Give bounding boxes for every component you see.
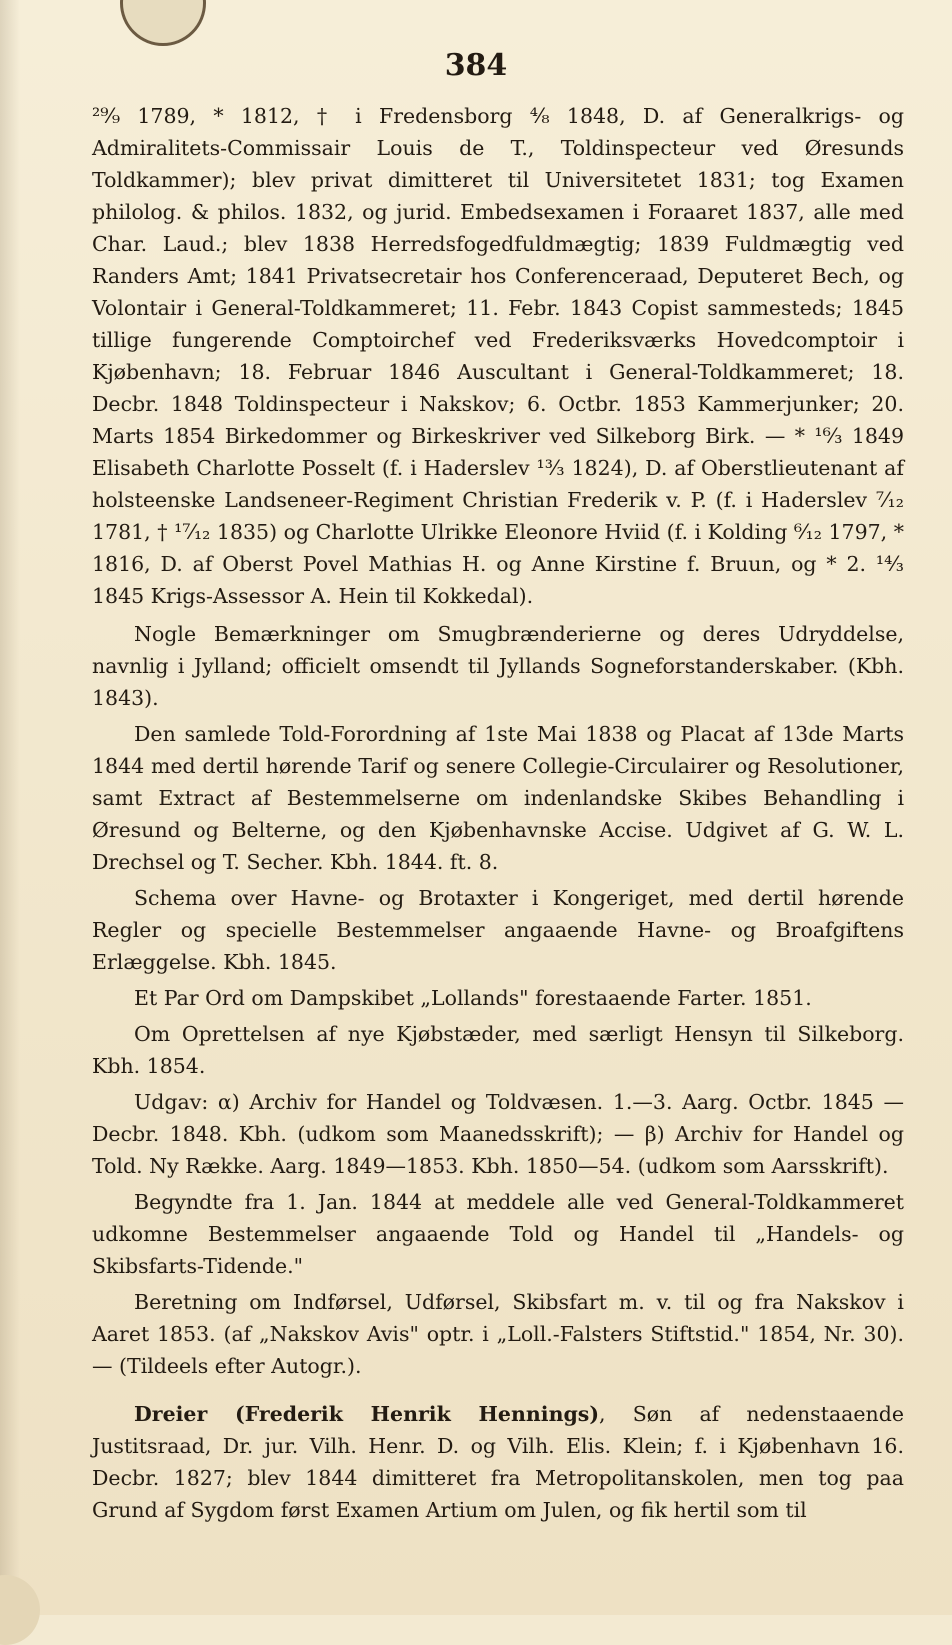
corner-stain — [120, 0, 206, 46]
entry-continuation — [92, 100, 904, 1382]
publication-item: Beretning om Indførsel, Udførsel, Skibsfart m. v. til og fra Nakskov i Aaret 1853. (af „Nakskov Avis" optr. i „Loll.-Falsters Stiftstid." 1854, Nr. 30). — (Tildeels efter Autogr.). — [92, 1290, 904, 1378]
publication-item: Om Oprettelsen af nye Kjøbstæder, med særligt Hensyn til Silkeborg. Kbh. 1854. — [92, 1022, 904, 1078]
publication-item: Udgav: α) Archiv for Handel og Toldvæsen. 1.—3. Aarg. Octbr. 1845 —Decbr. 1848. Kbh. (udkom som Maanedsskrift); — β) Archiv for Handel og Told. Ny Række. Aarg. 1849—1853. Kbh. 1850—54. (udkom som Aarsskrift). — [92, 1090, 904, 1178]
biography-entry — [92, 1398, 904, 1526]
publication-item: Nogle Bemærkninger om Smugbrænderierne og deres Udryddelse, navnlig i Jylland; officielt omsendt til Jyllands Sogneforstanderskaber. (Kbh. 1843). — [92, 622, 904, 710]
entry-text: ²⁹⁄₉ 1789, * 1812, † i Fredensborg ⁴⁄₈ 1848, D. af Generalkrigs- og Admiralitets-Commissair Louis de T., Toldinspecteur ved Øresunds Toldkammer); blev privat dimitteret til Universitetet 1831; tog Examen philolog. & philos. 1832, og jurid. Embedsexamen i Foraaret 1837, alle med Char. Laud.; blev 1838 Herredsfogedfuldmægtig; 1839 Fuldmægtig ved Randers Amt; 1841 Privatsecretair hos Conferenceraad, Deputeret Bech, og Volontair i General-Toldkammeret; 11. Febr. 1843 Copist sammesteds; 1845 tillige fungerende Comptoirchef ved Frederiksværks Hovedcomptoir i Kjøbenhavn; 18. Februar 1846 Auscultant i General-Toldkammeret; 18. Decbr. 1848 Toldinspecteur i Nakskov; 6. Octbr. 1853 Kammerjunker; 20. Marts 1854 Birkedommer og Birkeskriver ved Silkeborg Birk. — * ¹⁶⁄₃ 1849 Elisabeth Charlotte Posselt (f. i Haderslev ¹³⁄₃ 1824), D. af Oberstlieutenant af holsteenske Landseneer-Regiment Christian Frederik v. P. (f. i Haderslev ⁷⁄₁₂ 1781, † ¹⁷⁄₁₂ 1835) og Charlotte Ulrikke Eleonore Hviid (f. i Kolding ⁶⁄₁₂ 1797, * 1816, D. af Oberst Povel Mathias H. og Anne Kirstine f. Bruun, og * 2. ¹⁴⁄₃ 1845 Krigs-Assessor A. Hein til Kokkedal). — [92, 104, 904, 608]
publication-item: Den samlede Told-Forordning af 1ste Mai 1838 og Placat af 13de Marts 1844 med dertil hørende Tarif og senere Collegie-Circulairer og Resolutioner, samt Extract af Bestemmelserne om indenlandske Skibes Behandling i Øresund og Belterne, og den Kjøbenhavnske Accise. Udgivet af G. W. L. Drechsel og T. Secher. Kbh. 1844. ft. 8. — [92, 722, 904, 874]
publication-item: Begyndte fra 1. Jan. 1844 at meddele alle ved General-Toldkammeret udkomne Bestemmelser angaaende Told og Handel til „Handels- og Skibsfarts-Tidende." — [92, 1190, 904, 1278]
corner-stain — [0, 1575, 40, 1645]
page-number: 384 — [444, 48, 508, 83]
entry-body: , Søn af nedenstaaende Justitsraad, Dr. jur. Vilh. Henr. D. og Vilh. Elis. Klein; f. i Kjøbenhavn 16. Decbr. 1827; blev 1844 dimitteret fra Metropolitanskolen, men tog paa Grund af Sygdom først Examen Artium om Julen, og fik hertil som til — [92, 1402, 904, 1522]
publication-item: Schema over Havne- og Brotaxter i Kongeriget, med dertil hørende Regler og specielle Bestemmelser angaaende Havne- og Broafgiftens Erlæggelse. Kbh. 1845. — [92, 886, 904, 974]
entry-headword: Dreier (Frederik Henrik Hennings) — [134, 1402, 600, 1426]
page-edge-shadow — [0, 0, 20, 1615]
publication-item: Et Par Ord om Dampskibet „Lollands" forestaaende Farter. 1851. — [134, 986, 812, 1010]
entry-paragraph — [92, 1398, 904, 1526]
